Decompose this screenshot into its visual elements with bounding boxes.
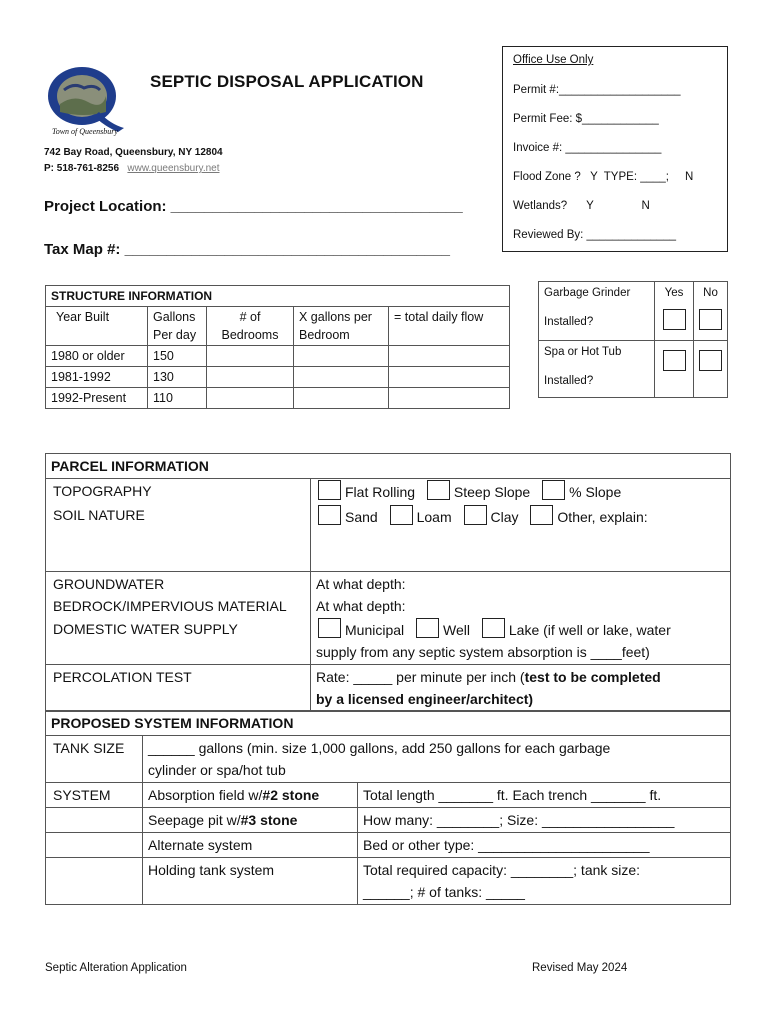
seepage-text: Seepage pit w/ [148, 812, 241, 828]
gallons-per-bedroom-cell[interactable] [294, 367, 389, 388]
bedrock-label: BEDROCK/IMPERVIOUS MATERIAL [53, 598, 287, 614]
topo-soil-options [311, 479, 731, 572]
holding-detail-line1: Total required capacity: ________; tank size: [363, 862, 641, 878]
grinder-label-line2: Installed? [544, 316, 594, 328]
table-row [46, 346, 510, 367]
no-column [694, 282, 728, 341]
grinder-yes-checkbox[interactable] [663, 309, 686, 330]
parcel-heading: PARCEL INFORMATION [46, 454, 731, 479]
tank-size-label: TANK SIZE [46, 736, 143, 783]
tank-size-field[interactable] [143, 736, 731, 783]
spa-label-line2: Installed? [544, 375, 594, 387]
alternate-system-label: Alternate system [143, 833, 358, 858]
bedrooms-cell[interactable] [207, 388, 294, 409]
absorption-text: Absorption field w/ [148, 787, 263, 803]
holding-detail-line2: ______; # of tanks: _____ [363, 884, 525, 900]
clay-label: Clay [490, 509, 519, 525]
year-built: 1981-1992 [46, 367, 148, 388]
website-link[interactable]: www.queensbury.net [127, 163, 220, 174]
spa-no-checkbox[interactable] [699, 350, 722, 371]
permit-number-field[interactable]: Permit #:___________________ [513, 84, 681, 96]
percent-slope-checkbox[interactable] [542, 480, 565, 500]
clay-checkbox[interactable] [464, 505, 487, 525]
grinder-no-checkbox[interactable] [699, 309, 722, 330]
loam-label: Loam [416, 509, 452, 525]
proposed-system-table [45, 710, 731, 905]
structure-heading: STRUCTURE INFORMATION [46, 286, 510, 307]
no-header: No [703, 287, 718, 299]
other-soil-label: Other, explain: [557, 509, 648, 525]
spa-no-cell [694, 341, 728, 398]
wetlands-field[interactable]: Wetlands? Y N [513, 200, 650, 212]
gallons-per-bedroom-cell[interactable] [294, 346, 389, 367]
empty-cell [46, 858, 143, 905]
groundwater-bedrock-water-labels [46, 572, 311, 665]
seepage-label [143, 808, 358, 833]
address: 742 Bay Road, Queensbury, NY 12804 [44, 147, 223, 158]
seepage-stone: #3 stone [240, 812, 298, 828]
lake-label: Lake (if well or lake, water [508, 622, 671, 638]
tank-size-line2: cylinder or spa/hot tub [148, 762, 286, 778]
year-built: 1992-Present [46, 388, 148, 409]
water-supply-label: DOMESTIC WATER SUPPLY [53, 621, 238, 637]
alternate-detail-field[interactable]: Bed or other type: ______________________ [358, 833, 731, 858]
bedrooms-cell[interactable] [207, 367, 294, 388]
sand-label: Sand [345, 509, 378, 525]
phone: P: 518-761-8256 [44, 163, 120, 174]
bedrooms-cell[interactable] [207, 346, 294, 367]
groundwater-bedrock-water-values [311, 572, 731, 665]
steep-slope-label: Steep Slope [453, 484, 531, 500]
percolation-rate-field[interactable]: Rate: _____ per minute per inch ( [316, 669, 525, 685]
gallons-per-day: 110 [148, 388, 207, 409]
column-header: X gallons per Bedroom [294, 307, 389, 346]
total-flow-cell[interactable] [389, 367, 510, 388]
topo-soil-labels [46, 479, 311, 572]
total-flow-cell[interactable] [389, 388, 510, 409]
flat-rolling-checkbox[interactable] [318, 480, 341, 500]
well-checkbox[interactable] [416, 618, 439, 638]
absorption-label [143, 783, 358, 808]
system-label: SYSTEM [46, 783, 143, 808]
proposed-heading: PROPOSED SYSTEM INFORMATION [46, 711, 731, 736]
loam-checkbox[interactable] [390, 505, 413, 525]
empty-cell [46, 808, 143, 833]
lake-checkbox[interactable] [482, 618, 505, 638]
steep-slope-checkbox[interactable] [427, 480, 450, 500]
groundwater-depth-field[interactable]: At what depth: [316, 576, 406, 592]
tank-size-line1: ______ gallons (min. size 1,000 gallons, add 250 gallons for each garbage [148, 740, 611, 756]
footer-left: Septic Alteration Application [45, 962, 187, 974]
office-use-box [502, 46, 728, 252]
groundwater-label: GROUNDWATER [53, 576, 165, 592]
percolation-note-line2: by a licensed engineer/architect) [316, 691, 534, 707]
structure-table [45, 285, 510, 409]
grinder-label-line1: Garbage Grinder [544, 287, 631, 299]
percolation-label: PERCOLATION TEST [46, 665, 311, 712]
parcel-table [45, 453, 731, 712]
soil-nature-label: SOIL NATURE [53, 507, 145, 523]
topography-label: TOPOGRAPHY [53, 483, 152, 499]
column-header: Year Built [46, 307, 148, 346]
total-flow-cell[interactable] [389, 346, 510, 367]
spa-label [539, 341, 655, 398]
sand-checkbox[interactable] [318, 505, 341, 525]
gallons-per-bedroom-cell[interactable] [294, 388, 389, 409]
flat-rolling-label: Flat Rolling [345, 484, 416, 500]
project-location-field[interactable]: Project Location: ___________________________________ [44, 198, 463, 215]
year-built: 1980 or older [46, 346, 148, 367]
absorption-stone: #2 stone [262, 787, 320, 803]
fixtures-table [538, 281, 728, 398]
well-label: Well [443, 622, 470, 638]
spa-label-line1: Spa or Hot Tub [544, 346, 622, 358]
table-row [46, 388, 510, 409]
logo-caption: Town of Queensbury [52, 127, 118, 136]
seepage-detail-field[interactable]: How many: ________; Size: _________________ [358, 808, 731, 833]
footer-right: Revised May 2024 [532, 962, 628, 974]
column-header: Gallons Per day [148, 307, 207, 346]
office-use-heading: Office Use Only [513, 54, 594, 66]
other-soil-checkbox[interactable] [530, 505, 553, 525]
percolation-note: test to be completed [524, 669, 661, 685]
invoice-field[interactable]: Invoice #: _______________ [513, 142, 662, 154]
spa-yes-cell [655, 341, 694, 398]
gallons-per-day: 130 [148, 367, 207, 388]
municipal-label: Municipal [345, 622, 405, 638]
yes-column [655, 282, 694, 341]
page-title: SEPTIC DISPOSAL APPLICATION [150, 72, 424, 91]
yes-header: Yes [664, 287, 684, 299]
gallons-per-day: 150 [148, 346, 207, 367]
column-header: = total daily flow [389, 307, 510, 346]
permit-fee-field[interactable]: Permit Fee: $____________ [513, 113, 659, 125]
grinder-label [539, 282, 655, 341]
column-header: # of Bedrooms [207, 307, 294, 346]
absorption-detail-field[interactable]: Total length _______ ft. Each trench _______ ft. [358, 783, 731, 808]
percolation-values [311, 665, 731, 712]
municipal-checkbox[interactable] [318, 618, 341, 638]
absorption-distance-field[interactable]: supply from any septic system absorption is ____feet) [316, 644, 650, 660]
percent-slope-label: % Slope [569, 484, 622, 500]
flood-zone-field[interactable]: Flood Zone ? Y TYPE: ____; N [513, 171, 694, 183]
holding-tank-label: Holding tank system [143, 858, 358, 905]
holding-detail-field[interactable] [358, 858, 731, 905]
spa-yes-checkbox[interactable] [663, 350, 686, 371]
town-logo [44, 66, 134, 136]
table-row [46, 367, 510, 388]
bedrock-depth-field[interactable]: At what depth: [316, 598, 406, 614]
contact-line [44, 163, 220, 174]
reviewed-by-field[interactable]: Reviewed By: ______________ [513, 229, 677, 241]
empty-cell [46, 833, 143, 858]
tax-map-field[interactable]: Tax Map #: _______________________________________ [44, 241, 450, 258]
